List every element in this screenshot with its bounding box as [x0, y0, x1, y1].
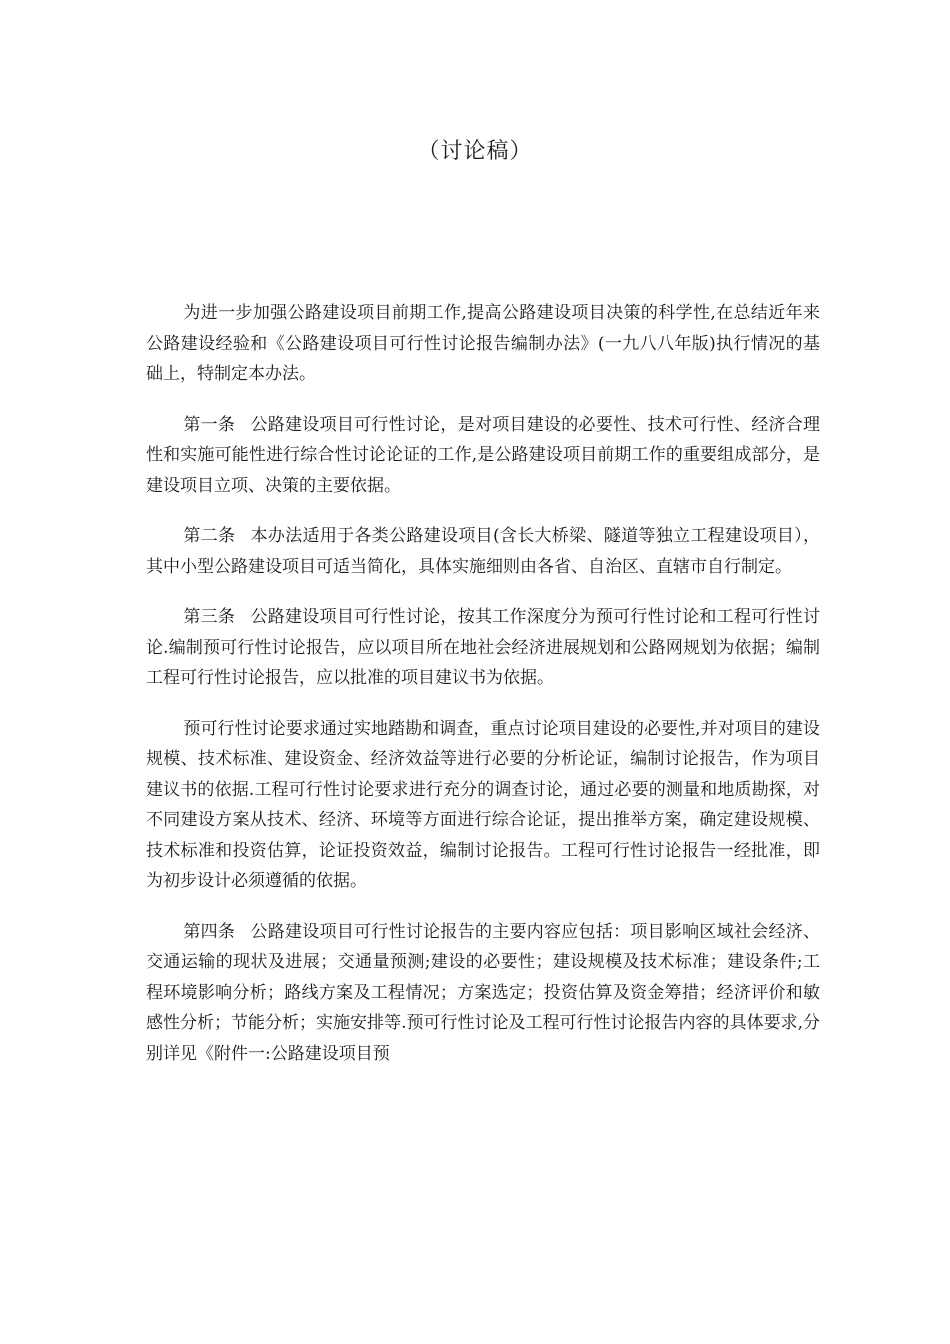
paragraph-article-4	[146, 917, 820, 1070]
paragraph-text: 公路建设项目可行性讨论，是对项目建设的必要性、技术可行性、经济合理性和实施可能性进行综合性讨论论证的工作,是公路建设项目前期工作的重要组成部分，是建设项目立项、决策的主要依据。	[146, 414, 821, 496]
paragraph-text: 为进一步加强公路建设项目前期工作,提高公路建设项目决策的科学性,在总结近年来公路建设经验和《公路建设项目可行性讨论报告编制办法》(一九八八年版)执行情况的基础上，特制定本办法。	[146, 303, 820, 384]
paragraph-article-1	[146, 410, 820, 502]
paragraph-text: 本办法适用于各类公路建设项目(含长大桥梁、隧道等独立工程建设项目），其中小型公路建设项目可适当简化，具体实施细则由各省、自治区、直辖市自行制定。	[146, 526, 820, 577]
article-number: 第二条	[183, 526, 236, 546]
paragraph-article-3	[146, 602, 820, 694]
article-number: 第三条	[183, 607, 236, 627]
paragraph-text: 公路建设项目可行性讨论，按其工作深度分为预可行性讨论和工程可行性讨论.编制预可行性讨论报告，应以项目所在地社会经济进展规划和公路网规划为依据；编制工程可行性讨论报告，应以批准的项目建议书为依据。	[146, 607, 821, 688]
paragraph-text: 预可行性讨论要求通过实地踏勘和调查，重点讨论项目建设的必要性,并对项目的建设规模、技术标准、建设资金、经济效益等进行必要的分析论证，编制讨论报告，作为项目建议书的依据.工程可行性讨论要求进行充分的调查讨论，通过必要的测量和地质勘探，对不同建设方案从技术、经济、环境等方面进行综合论证，提出推举方案，确定建设规模、技术标准和投资估算，论证投资效益，编制讨论报告。工程可行性讨论报告一经批准，即为初步设计必须遵循的依据。	[146, 718, 820, 891]
article-number: 第四条	[183, 921, 236, 942]
paragraph-text: 公路建设项目可行性讨论报告的主要内容应包括：项目影响区域社会经济、交通运输的现状及进展；交通量预测;建设的必要性；建设规模及技术标准；建设条件;工程环境影响分析；路线方案及工程情况；方案选定；投资估算及资金筹措；经济评价和敏感性分析；节能分析；实施安排等.预可行性讨论及工程可行性讨论报告内容的具体要求,分别详见《附件一:公路建设项目预	[146, 921, 821, 1064]
paragraph-article-3-continued	[146, 714, 820, 897]
article-number: 第一条	[183, 414, 236, 435]
paragraph-preamble	[146, 298, 820, 390]
paragraph-article-2	[146, 521, 820, 582]
document-title: （讨论稿）	[417, 139, 533, 164]
document-body	[146, 298, 820, 1089]
